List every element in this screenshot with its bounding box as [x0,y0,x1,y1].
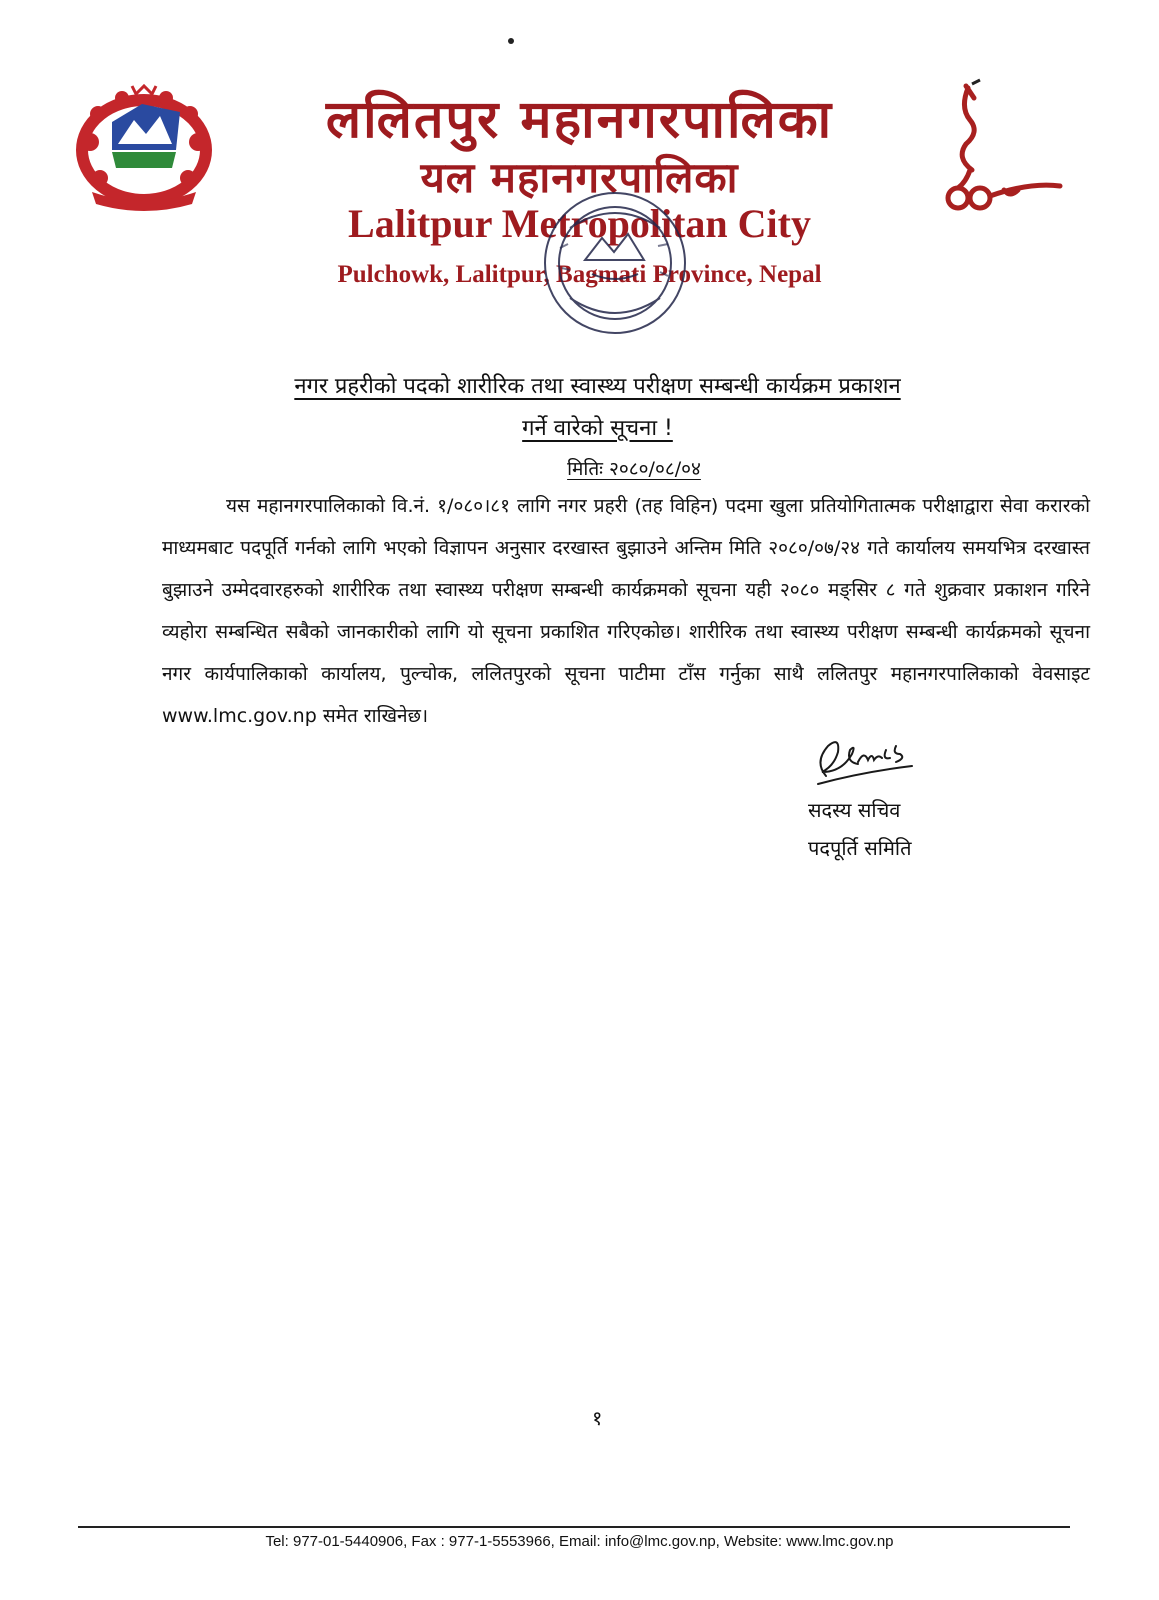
header-title-english: Lalitpur Metropolitan City [348,201,811,246]
signatory-title: सदस्य सचिव [808,798,901,822]
notice-body: यस महानगरपालिकाको वि.नं. १/०८०।८१ लागि नगर प्रहरी (तह विहिन) पदमा खुला प्रतियोगितात्मक परीक्षाद्वारा सेवा करारको माध्यमबाट पदपूर्ति गर्नको लागि भएको विज्ञापन अनुसार दरखास्त बुझाउने अन्तिम मिति २०८०/०७/२४ गते कार्यालय समयभित्र दरखास्त बुझाउने उम्मेदवारहरुको शारीरिक तथा स्वास्थ्य परीक्षण सम्बन्धी कार्यक्रमको सूचना यही २०८० मङ्सिर ८ गते शुक्रवार प्रकाशन गरिने व्यहोरा सम्बन्धित सबैको जानकारीको लागि यो सूचना प्रकाशित गरिएकोछ। शारीरिक तथा स्वास्थ्य परीक्षण सम्बन्धी कार्यक्रमको सूचना नगर कार्यपालिकाको कार्यालय, पुल्चोक, ललितपुरको सूचना पाटीमा टाँस गर्नुका साथै ललितपुर महानगरपालिकाको वेवसाइट www.lmc.gov.np समेत राखिनेछ। [162,495,1090,727]
header-address: Pulchowk, Lalitpur, Bagmati Province, Nepal [337,261,822,288]
header-title-newari: यल महानगरपालिका [420,153,739,202]
office-stamp [540,188,690,338]
footer-divider [78,1526,1070,1528]
notice-title-line2: गर्ने वारेको सूचना ! [522,416,673,441]
header-title-nepali: ललितपुर महानगरपालिका [325,89,834,150]
page-number: १ [592,1406,603,1430]
signature [812,732,922,787]
notice-title-line1: नगर प्रहरीको पदको शारीरिक तथा स्वास्थ्य परीक्षण सम्बन्धी कार्यक्रम प्रकाशन [294,374,901,399]
footer-contact: Tel: 977-01-5440906, Fax : 977-1-5553966, Email: info@lmc.gov.np, Website: www.lmc.gov.np [265,1533,894,1550]
notice-date: मितिः २०८०/०८/०४ [567,458,701,480]
scan-speck [508,38,514,44]
signatory-committee: पदपूर्ति समिति [808,836,912,860]
